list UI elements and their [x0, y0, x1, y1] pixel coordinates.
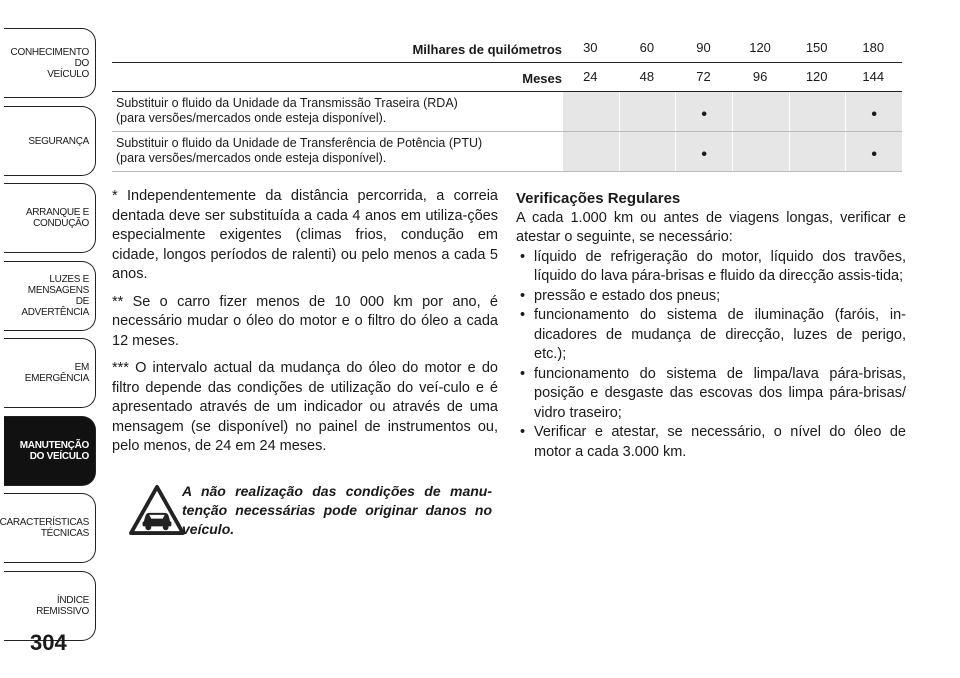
footnote-timing-belt: * Independentemente da distância percorrida, a correia dentada deve ser substituída a cada 4 anos em utiliza-ções especialmente exigentes (climas frios, condução em cidade, longos períodos de ralenti) ou pelo menos a cada 5 anos. — [112, 188, 498, 282]
tab-manutencao-do-veiculo[interactable]: MANUTENÇÃO DO VEÍCULO — [4, 416, 96, 486]
page-number: 304 — [30, 630, 67, 655]
tab-em-emergencia[interactable]: EM EMERGÊNCIA — [4, 338, 96, 408]
warning-text: A não realização das condições de manu-tenção necessárias pode originar danos no veículo. — [182, 483, 492, 537]
month-value: 24 — [583, 69, 598, 84]
months-header-label: Meses — [522, 71, 562, 86]
km-header-row — [112, 34, 902, 63]
km-value: 60 — [639, 40, 655, 55]
table-row — [112, 92, 902, 132]
km-value: 90 — [696, 40, 711, 55]
row-description: Substituir o fluido da Unidade da Transmissão Traseira (RDA) (para versões/mercados onde esteja disponível). — [116, 96, 458, 125]
tab-seguranca[interactable]: SEGURANÇA — [4, 106, 96, 176]
list-item: • pressão e estado dos pneus; — [516, 287, 906, 307]
km-header-label: Milhares de quilómetros — [412, 42, 562, 57]
km-value: 150 — [805, 40, 828, 55]
month-value: 96 — [752, 69, 768, 84]
list-item: • funcionamento do sistema de iluminação (faróis, in-dicadores de mudança de direcção, luzes de perigo, etc.); — [516, 306, 906, 365]
mark-dot: • — [871, 146, 877, 163]
month-value: 48 — [639, 69, 655, 84]
section-intro: A cada 1.000 km ou antes de viagens longas, verificar e atestar o seguinte, se necessário: — [516, 209, 906, 245]
km-value: 180 — [862, 40, 885, 55]
tab-conhecimento-do-veiculo[interactable]: CONHECIMENTO DO VEÍCULO — [4, 28, 96, 98]
warning-box — [112, 482, 498, 542]
month-value: 144 — [862, 69, 885, 84]
row-description: Substituir o fluido da Unidade de Transferência de Potência (PTU) (para versões/mercados onde esteja disponível). — [116, 136, 483, 165]
month-value: 72 — [696, 69, 711, 84]
footnotes — [112, 187, 498, 465]
regular-checks — [516, 189, 906, 462]
mark-dot: • — [871, 106, 877, 123]
footnote-oil-change: ** Se o carro fizer menos de 10 000 km por ano, é necessário mudar o óleo do motor e o filtro do óleo a cada 12 meses. — [112, 293, 498, 349]
mark-dot: • — [701, 146, 707, 163]
km-value: 120 — [749, 40, 771, 55]
maintenance-table — [112, 34, 902, 172]
km-value: 30 — [583, 40, 598, 55]
tab-luzes-e-mensagens[interactable]: LUZES E MENSAGENS DE ADVERTÊNCIA — [4, 261, 96, 331]
checks-list — [516, 248, 906, 463]
month-value: 120 — [805, 69, 828, 84]
car-warning-triangle-icon — [128, 484, 186, 536]
tab-indice-remissivo[interactable]: ÍNDICE REMISSIVO — [4, 571, 96, 641]
tab-caracteristicas-tecnicas[interactable]: CARACTERÍSTICAS TÉCNICAS — [4, 493, 96, 563]
footnote-oil-interval: *** O intervalo actual da mudança do óleo do motor e do filtro depende das condições de utilização do veí-culo e é apresentado através de um indicador ou através de uma mensagem (se disponível) no painel de instrumentos ou, pelo menos, de 24 em 24 meses. — [112, 360, 498, 454]
mark-dot: • — [701, 106, 707, 123]
months-header-row — [112, 63, 902, 92]
section-title: Verificações Regulares — [516, 190, 681, 207]
table-row — [112, 132, 902, 172]
list-item: • Verificar e atestar, se necessário, o nível do óleo de motor a cada 3.000 km. — [516, 423, 906, 462]
list-item: • líquido de refrigeração do motor, líquido dos travões, líquido do lava pára-brisas e fluido da direcção assis-tida; — [516, 248, 906, 287]
list-item: • funcionamento do sistema de limpa/lava pára-brisas, posição e desgaste das escovas dos limpa pára-brisas/ vidro traseiro; — [516, 365, 906, 424]
tab-arranque-e-conducao[interactable]: ARRANQUE E CONDUÇÃO — [4, 183, 96, 253]
